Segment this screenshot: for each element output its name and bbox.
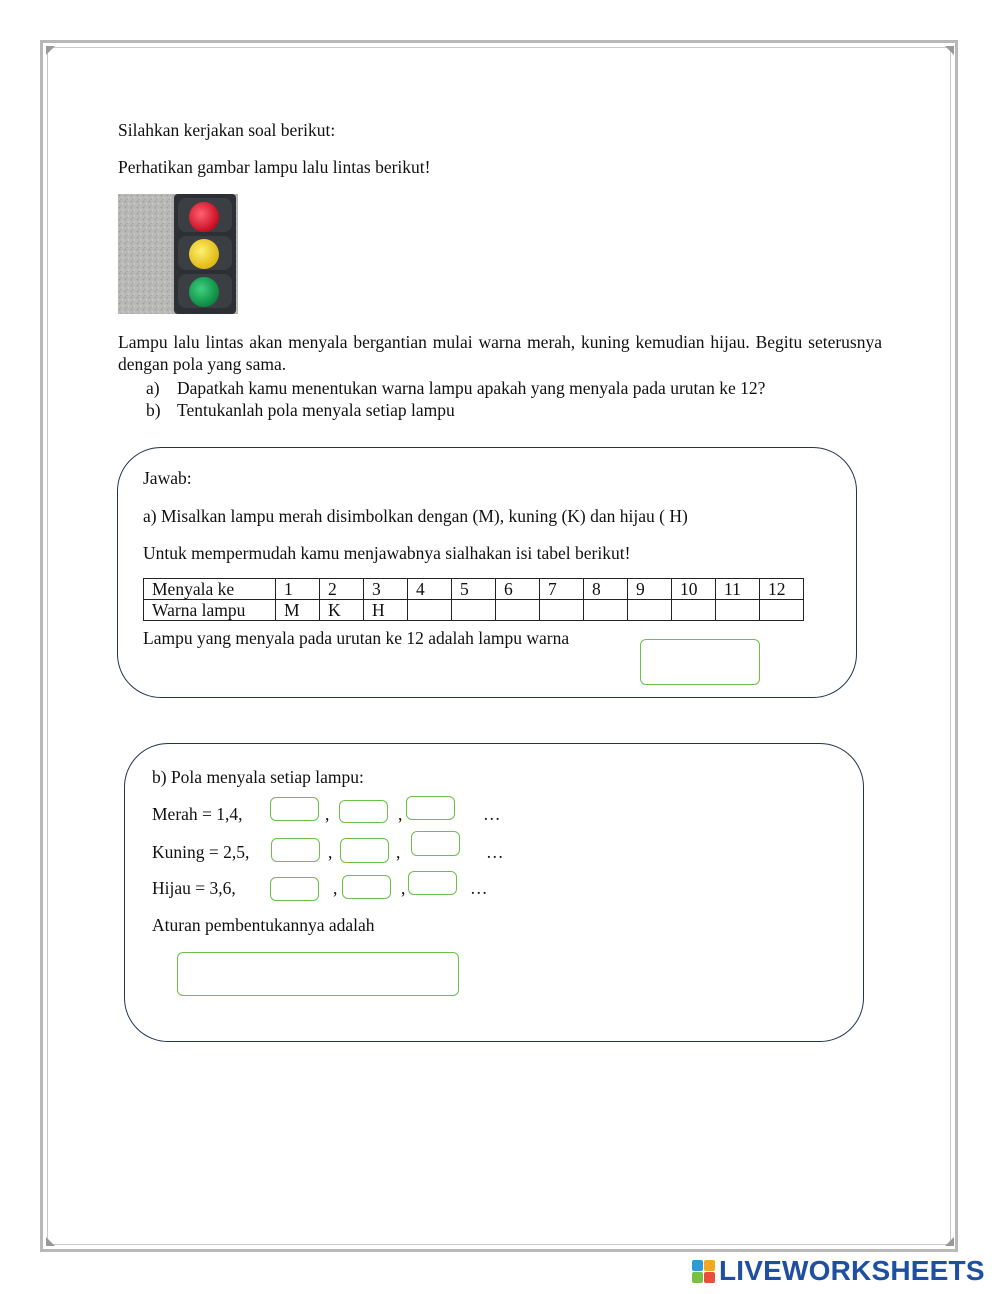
rule-label: Aturan pembentukannya adalah: [152, 915, 375, 935]
question-b-marker: b): [146, 400, 161, 420]
table-instruction: Untuk mempermudah kamu menjawabnya sialhakan isi tabel berikut!: [143, 543, 631, 563]
color-cell[interactable]: [584, 600, 628, 621]
yellow-term-input-1[interactable]: [271, 838, 320, 862]
ellipsis: …: [486, 842, 504, 862]
green-lamp: [189, 277, 219, 307]
green-term-input-2[interactable]: [342, 875, 391, 899]
order-cell: 2: [320, 579, 364, 600]
color-cell[interactable]: [716, 600, 760, 621]
question-b-text: Tentukanlah pola menyala setiap lampu: [177, 400, 455, 420]
rule-input[interactable]: [177, 952, 459, 996]
question-a-marker: a): [146, 378, 160, 398]
question-a: [146, 377, 765, 399]
red-lamp: [189, 202, 219, 232]
corner-ornament: [945, 46, 954, 55]
color-cell[interactable]: [408, 600, 452, 621]
row-label-order: Menyala ke: [144, 579, 276, 600]
separator: ,: [398, 804, 403, 824]
row-label-color: Warna lampu: [144, 600, 276, 621]
order-cell: 12: [760, 579, 804, 600]
order-cell: 10: [672, 579, 716, 600]
color-cell[interactable]: [628, 600, 672, 621]
pattern-label-red: Merah = 1,4,: [152, 804, 243, 824]
red-term-input-1[interactable]: [270, 797, 319, 821]
order-cell: 4: [408, 579, 452, 600]
order-cell: 9: [628, 579, 672, 600]
order-cell: 7: [540, 579, 584, 600]
pattern-label-green: Hijau = 3,6,: [152, 878, 236, 898]
ellipsis: …: [483, 804, 501, 824]
conclusion-text: Lampu yang menyala pada urutan ke 12 adalah lampu warna: [143, 628, 570, 648]
color-cell[interactable]: [496, 600, 540, 621]
yellow-term-input-2[interactable]: [340, 838, 389, 863]
red-term-input-2[interactable]: [339, 800, 388, 823]
separator: ,: [401, 878, 406, 898]
corner-ornament: [46, 1237, 55, 1246]
color-cell: M: [276, 600, 320, 621]
answer-a-input[interactable]: [640, 639, 760, 685]
yellow-term-input-3[interactable]: [411, 831, 460, 856]
color-cell: H: [364, 600, 408, 621]
red-term-input-3[interactable]: [406, 796, 455, 820]
traffic-light-image: [118, 194, 238, 314]
symbol-definition: a) Misalkan lampu merah disimbolkan dengan (M), kuning (K) dan hijau ( H): [143, 506, 688, 526]
order-cell: 6: [496, 579, 540, 600]
color-cell[interactable]: [760, 600, 804, 621]
separator: ,: [396, 842, 401, 862]
question-b: [146, 399, 455, 421]
pattern-heading: b) Pola menyala setiap lampu:: [152, 767, 364, 787]
yellow-lamp: [189, 239, 219, 269]
order-cell: 1: [276, 579, 320, 600]
corner-ornament: [945, 1237, 954, 1246]
color-cell: K: [320, 600, 364, 621]
color-cell[interactable]: [540, 600, 584, 621]
corner-ornament: [46, 46, 55, 55]
separator: ,: [333, 878, 338, 898]
color-cell[interactable]: [672, 600, 716, 621]
ellipsis: …: [470, 878, 488, 898]
pattern-label-yellow: Kuning = 2,5,: [152, 842, 250, 862]
order-cell: 3: [364, 579, 408, 600]
order-cell: 11: [716, 579, 760, 600]
order-cell: 8: [584, 579, 628, 600]
logo-text: LIVEWORKSHEETS: [719, 1255, 985, 1286]
order-cell: 5: [452, 579, 496, 600]
sequence-table: [143, 578, 804, 621]
green-term-input-1[interactable]: [270, 877, 319, 901]
color-cell[interactable]: [452, 600, 496, 621]
liveworksheets-logo: [692, 1256, 985, 1286]
answer-heading: Jawab:: [143, 468, 192, 488]
instruction-text: Perhatikan gambar lampu lalu lintas berikut!: [118, 157, 431, 177]
green-term-input-3[interactable]: [408, 871, 457, 895]
logo-mark-icon: [692, 1260, 715, 1283]
table-row-color: [144, 600, 804, 621]
separator: ,: [325, 804, 330, 824]
description-paragraph: Lampu lalu lintas akan menyala bergantian mulai warna merah, kuning kemudian hijau. Begitu seterusnya dengan pola yang sama.: [118, 332, 882, 374]
table-row-order: [144, 579, 804, 600]
separator: ,: [328, 842, 333, 862]
intro-text: Silahkan kerjakan soal berikut:: [118, 120, 336, 140]
question-a-text: Dapatkah kamu menentukan warna lampu apakah yang menyala pada urutan ke 12?: [177, 378, 766, 398]
